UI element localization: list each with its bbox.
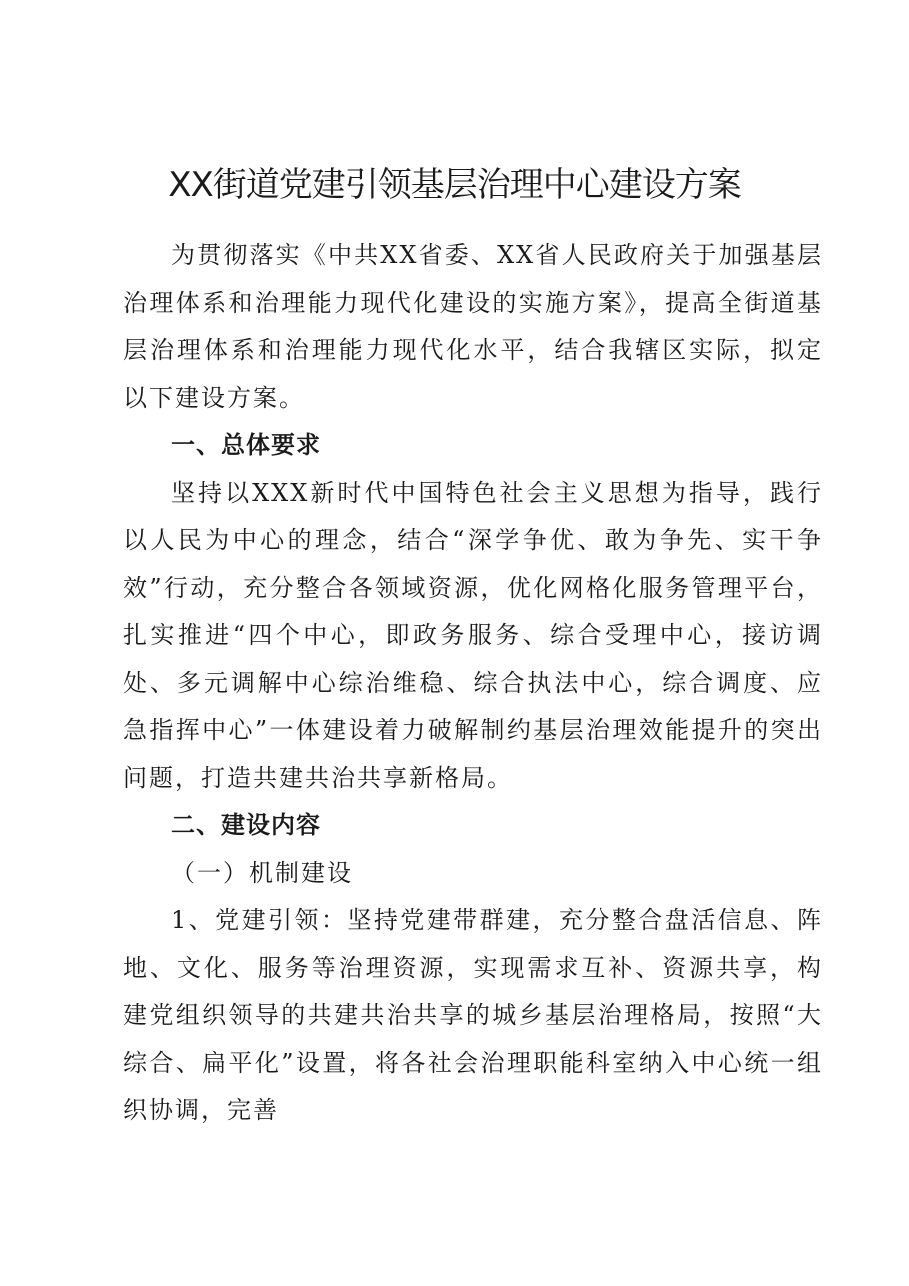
section-heading-general-requirements: 一、总体要求 [171,431,321,459]
subsection-heading-mechanism: （一）机制建设 [171,858,353,887]
section-heading-construction-content: 二、建设内容 [171,811,321,839]
party-leadership-paragraph: 1、党建引领：坚持党建带群建，充分整合盘活信息、阵地、文化、服务等治理资源，实现需求互补、资源共享，构建党组织领导的共建共治共享的城乡基层治理格局，按照“大综合、扁平化”设置，将各社会治理职能科室纳入中心统一组织协调，完善 [123,906,823,1124]
general-requirements-paragraph: 坚持以XXX新时代中国特色社会主义思想为指导，践行以人民为中心的理念，结合“深学争优、敢为争先、实干争效”行动，充分整合各领域资源，优化网格化服务管理平台，扎实推进“四个中心，即政务服务、综合受理中心，接访调处、多元调解中心综治维稳、综合执法中心，综合调度、应急指挥中心”一体建设着力破解制约基层治理效能提升的突出问题，打造共建共治共享新格局。 [123,478,823,792]
document-title: XX街道党建引领基层治理中心建设方案 [168,165,741,205]
document-body [123,232,823,1135]
intro-paragraph: 为贯彻落实《中共XX省委、XX省人民政府关于加强基层治理体系和治理能力现代化建设的实施方案》，提高全街道基层治理体系和治理能力现代化水平，结合我辖区实际，拟定以下建设方案。 [123,241,823,412]
